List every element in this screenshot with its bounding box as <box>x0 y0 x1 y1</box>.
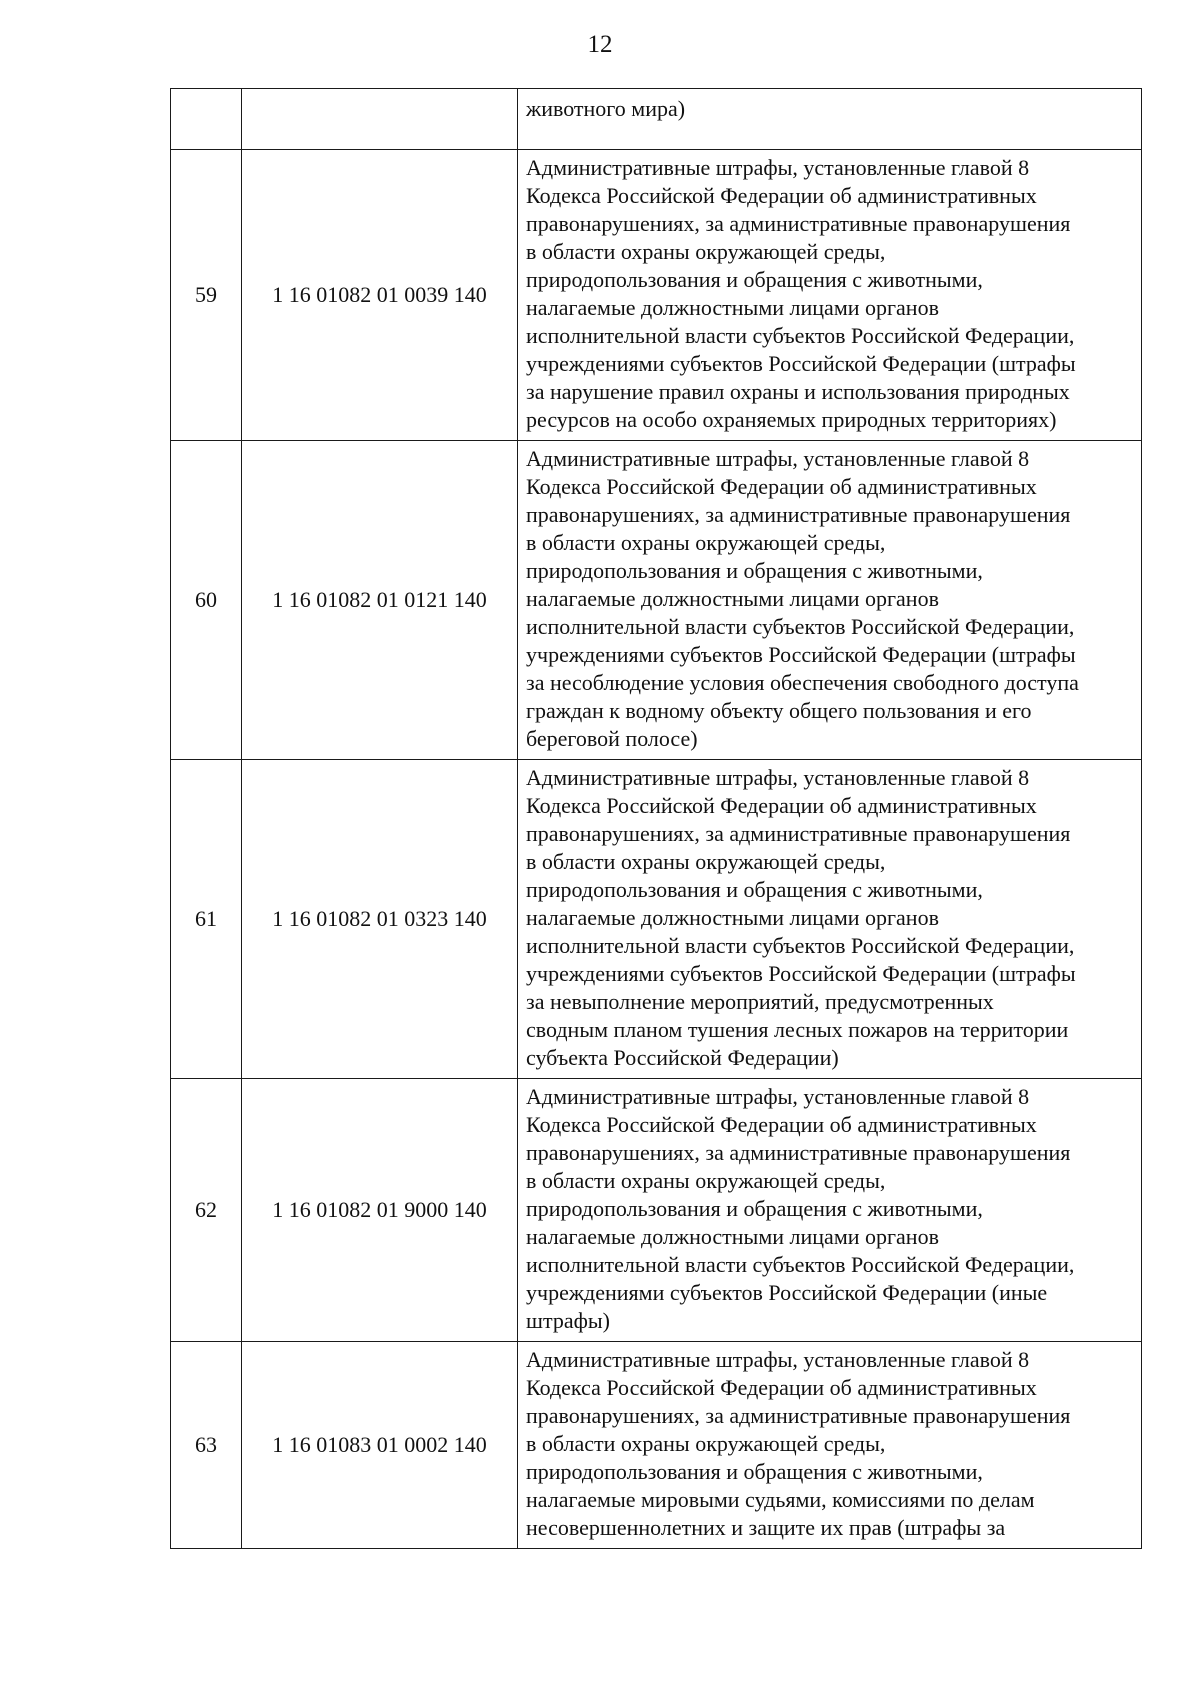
description-line: учреждениями субъектов Российской Федерации (штрафы <box>526 351 1076 376</box>
description-line: Кодекса Российской Федерации об административных <box>526 474 1037 499</box>
description-line: граждан к водному объекту общего пользования и его <box>526 698 1032 723</box>
description-line: в области охраны окружающей среды, <box>526 1431 886 1456</box>
description-line: Административные штрафы, установленные главой 8 <box>526 1084 1030 1109</box>
description-cell <box>518 1079 1142 1342</box>
description-line: налагаемые мировыми судьями, комиссиями по делам <box>526 1487 1035 1512</box>
description-line: учреждениями субъектов Российской Федерации (штрафы <box>526 961 1076 986</box>
description-cell <box>518 89 1142 150</box>
description-line: учреждениями субъектов Российской Федерации (иные <box>526 1280 1048 1305</box>
description-line: за несоблюдение условия обеспечения свободного доступа <box>526 670 1079 695</box>
table-row <box>171 89 1142 150</box>
revenue-code-cell: 1 16 01083 01 0002 140 <box>242 1342 518 1549</box>
table-row <box>171 1342 1142 1549</box>
table-row <box>171 1079 1142 1342</box>
description-line: исполнительной власти субъектов Российской Федерации, <box>526 1252 1075 1277</box>
row-number-cell: 61 <box>171 760 242 1079</box>
description-line: ресурсов на особо охраняемых природных территориях) <box>526 407 1057 432</box>
description-line: за нарушение правил охраны и использования природных <box>526 379 1070 404</box>
revenue-codes-table <box>170 88 1142 1549</box>
revenue-code-cell: 1 16 01082 01 0121 140 <box>242 441 518 760</box>
description-line: налагаемые должностными лицами органов <box>526 295 939 320</box>
description-cell <box>518 1342 1142 1549</box>
description-line: несовершеннолетних и защите их прав (штрафы за <box>526 1515 1006 1540</box>
page-number: 12 <box>587 31 613 58</box>
description-line: в области охраны окружающей среды, <box>526 239 886 264</box>
description-line: в области охраны окружающей среды, <box>526 1168 886 1193</box>
description-line: правонарушениях, за административные правонарушения <box>526 211 1071 236</box>
row-number-cell: 62 <box>171 1079 242 1342</box>
description-line: береговой полосе) <box>526 726 698 751</box>
description-line: природопользования и обращения с животными, <box>526 558 983 583</box>
description-line: правонарушениях, за административные правонарушения <box>526 821 1071 846</box>
table-row <box>171 150 1142 441</box>
table-body <box>171 89 1142 1549</box>
description-line: правонарушениях, за административные правонарушения <box>526 1140 1071 1165</box>
description-line: правонарушениях, за административные правонарушения <box>526 502 1071 527</box>
description-line: Административные штрафы, установленные главой 8 <box>526 1347 1030 1372</box>
row-number-cell: 60 <box>171 441 242 760</box>
row-number-cell <box>171 89 242 150</box>
description-cell <box>518 760 1142 1079</box>
description-line: налагаемые должностными лицами органов <box>526 1224 939 1249</box>
description-line: исполнительной власти субъектов Российской Федерации, <box>526 614 1075 639</box>
description-line: Административные штрафы, установленные главой 8 <box>526 765 1030 790</box>
description-line: в области охраны окружающей среды, <box>526 530 886 555</box>
description-line: в области охраны окружающей среды, <box>526 849 886 874</box>
description-line: Кодекса Российской Федерации об административных <box>526 1375 1037 1400</box>
table-row <box>171 441 1142 760</box>
description-line: штрафы) <box>526 1308 610 1333</box>
row-number-cell: 59 <box>171 150 242 441</box>
description-line: Административные штрафы, установленные главой 8 <box>526 446 1030 471</box>
description-line: субъекта Российской Федерации) <box>526 1045 839 1070</box>
description-line: налагаемые должностными лицами органов <box>526 905 939 930</box>
description-line: Кодекса Российской Федерации об административных <box>526 1112 1037 1137</box>
description-line: правонарушениях, за административные правонарушения <box>526 1403 1071 1428</box>
description-line: за невыполнение мероприятий, предусмотренных <box>526 989 994 1014</box>
revenue-code-cell: 1 16 01082 01 0323 140 <box>242 760 518 1079</box>
description-line: исполнительной власти субъектов Российской Федерации, <box>526 933 1075 958</box>
description-line: природопользования и обращения с животными, <box>526 1196 983 1221</box>
description-line: Кодекса Российской Федерации об административных <box>526 183 1037 208</box>
table-row <box>171 760 1142 1079</box>
description-line: сводным планом тушения лесных пожаров на территории <box>526 1017 1069 1042</box>
description-line: животного мира) <box>526 96 686 121</box>
revenue-code-cell <box>242 89 518 150</box>
description-line: исполнительной власти субъектов Российской Федерации, <box>526 323 1075 348</box>
description-cell <box>518 441 1142 760</box>
description-line: Административные штрафы, установленные главой 8 <box>526 155 1030 180</box>
revenue-code-cell: 1 16 01082 01 9000 140 <box>242 1079 518 1342</box>
revenue-code-cell: 1 16 01082 01 0039 140 <box>242 150 518 441</box>
description-line: природопользования и обращения с животными, <box>526 877 983 902</box>
row-number-cell: 63 <box>171 1342 242 1549</box>
description-line: природопользования и обращения с животными, <box>526 267 983 292</box>
description-line: Кодекса Российской Федерации об административных <box>526 793 1037 818</box>
description-cell <box>518 150 1142 441</box>
description-line: налагаемые должностными лицами органов <box>526 586 939 611</box>
description-line: природопользования и обращения с животными, <box>526 1459 983 1484</box>
description-line: учреждениями субъектов Российской Федерации (штрафы <box>526 642 1076 667</box>
